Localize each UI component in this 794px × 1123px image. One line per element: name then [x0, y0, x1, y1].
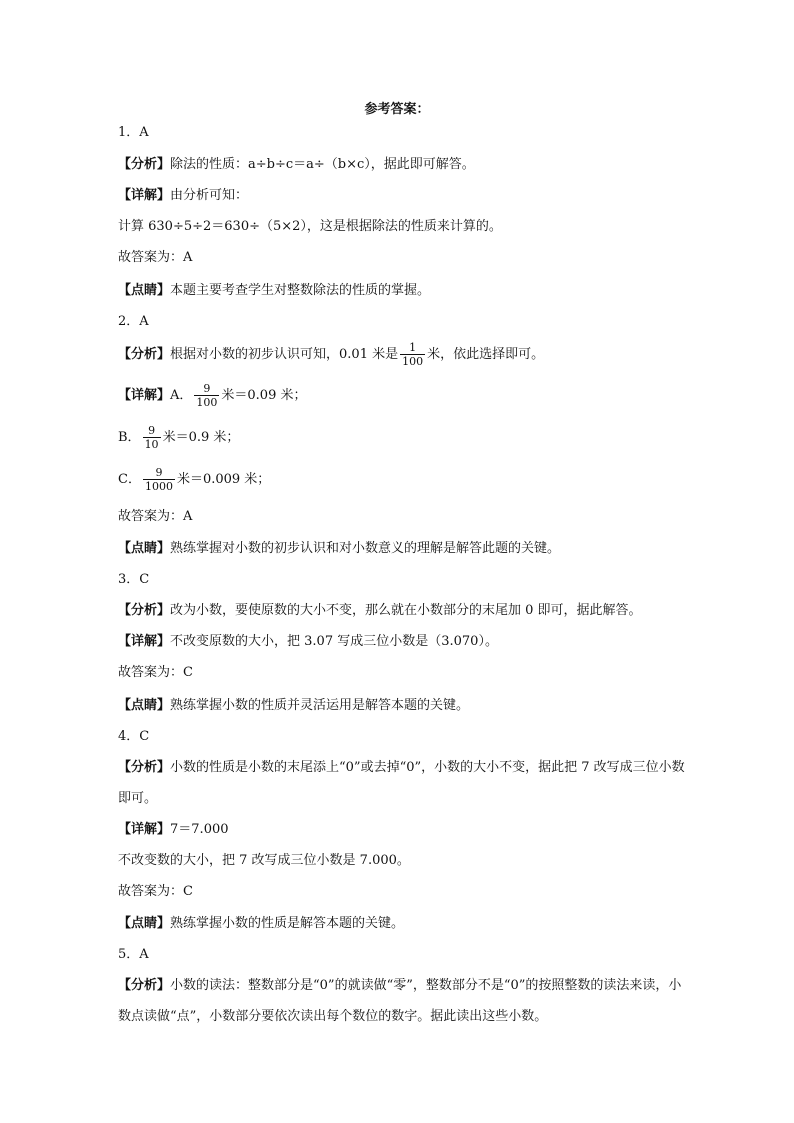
q1-comment: [118, 282, 693, 300]
q4-analysis: [118, 752, 693, 814]
q2-detail-option-a: [118, 382, 693, 409]
option-c-text: 米＝0.009 米；: [176, 472, 271, 487]
q2-number: 2．A: [118, 314, 149, 329]
fraction-numerator: 9: [148, 424, 156, 437]
detail-text: 7＝7.000: [170, 822, 229, 837]
fraction: [143, 424, 161, 451]
detail-tag: 【详解】: [118, 634, 171, 649]
q1-number: 1．A: [118, 125, 149, 140]
q3-analysis: [118, 602, 693, 620]
analysis-text: 小数的性质是小数的末尾添上“0”或去掉“0”，小数的大小不变，据此把 7 改写成三位小数即可。: [118, 760, 685, 806]
q3-answer: 故答案为：C: [118, 665, 193, 680]
fraction-numerator: 9: [155, 466, 163, 479]
fraction: [194, 382, 219, 409]
q4-comment: [118, 915, 693, 933]
detail-text: 不改变原数的大小，把 3.07 写成三位小数是（3.070）。: [170, 634, 498, 649]
page-title: 参考答案：: [364, 102, 430, 117]
option-a-label: A．: [170, 388, 193, 403]
comment-tag: 【点睛】: [118, 283, 171, 298]
analysis-tag: 【分析】: [118, 157, 171, 172]
q1-detail: [118, 187, 693, 205]
comment-text: 本题主要考查学生对整数除法的性质的掌握。: [170, 283, 431, 298]
q2-comment: [118, 540, 693, 558]
analysis-text: 改为小数，要使原数的大小不变，那么就在小数部分的末尾加 0 即可，据此解答。: [170, 603, 642, 618]
q4-detail: [118, 821, 693, 839]
q1-calc: 计算 630÷5÷2＝630÷（5×2），这是根据除法的性质来计算的。: [118, 219, 502, 234]
comment-tag: 【点睛】: [118, 916, 171, 931]
q4-answer: 故答案为：C: [118, 884, 193, 899]
q4-number: 4．C: [118, 729, 150, 744]
option-a-text: 米＝0.09 米；: [221, 388, 307, 403]
analysis-tag: 【分析】: [118, 760, 171, 775]
fraction: [400, 341, 425, 368]
q4-detail-2: 不改变数的大小，把 7 改写成三位小数是 7.000。: [118, 853, 410, 868]
q2-answer: 故答案为：A: [118, 509, 193, 524]
comment-text: 熟练掌握小数的性质是解答本题的关键。: [170, 916, 405, 931]
analysis-tag: 【分析】: [118, 978, 171, 993]
fraction-denominator: 1000: [144, 480, 173, 493]
fraction-numerator: 9: [203, 382, 211, 395]
detail-tag: 【详解】: [118, 388, 171, 403]
comment-text: 熟练掌握对小数的初步认识和对小数意义的理解是解答此题的关键。: [170, 541, 561, 556]
q3-detail: [118, 633, 693, 651]
analysis-tag: 【分析】: [118, 347, 171, 362]
q5-number: 5．A: [118, 947, 149, 962]
q1-answer: 故答案为：A: [118, 250, 193, 265]
q2-option-b: [118, 424, 693, 451]
fraction-denominator: 10: [144, 438, 159, 451]
q1-analysis: [118, 156, 693, 174]
option-c-label: C．: [118, 472, 141, 487]
q2-option-c: [118, 466, 693, 493]
analysis-tag: 【分析】: [118, 603, 171, 618]
comment-tag: 【点睛】: [118, 541, 171, 556]
detail-text: 由分析可知：: [170, 188, 249, 203]
comment-text: 熟练掌握小数的性质并灵活运用是解答本题的关键。: [170, 698, 470, 713]
q3-comment: [118, 697, 693, 715]
analysis-text: 除法的性质：a÷b÷c＝a÷（b×c），据此即可解答。: [170, 157, 475, 172]
q2-analysis: [118, 341, 693, 368]
analysis-text-after: 米，依此选择即可。: [427, 347, 545, 362]
q5-analysis: [118, 970, 693, 1032]
option-b-label: B．: [118, 430, 141, 445]
fraction: [143, 466, 175, 493]
detail-tag: 【详解】: [118, 822, 171, 837]
fraction-denominator: 100: [402, 355, 424, 368]
fraction-numerator: 1: [409, 341, 417, 354]
fraction-denominator: 100: [196, 396, 218, 409]
analysis-text: 小数的读法：整数部分是“0”的就读做“零”，整数部分不是“0”的按照整数的读法来读，小数点读做“点”，小数部分要依次读出每个数位的数字。据此读出这些小数。: [118, 978, 682, 1024]
analysis-text-before: 根据对小数的初步认识可知，0.01 米是: [170, 347, 399, 362]
comment-tag: 【点睛】: [118, 698, 171, 713]
detail-tag: 【详解】: [118, 188, 171, 203]
q3-number: 3．C: [118, 572, 150, 587]
option-b-text: 米＝0.9 米；: [162, 430, 240, 445]
